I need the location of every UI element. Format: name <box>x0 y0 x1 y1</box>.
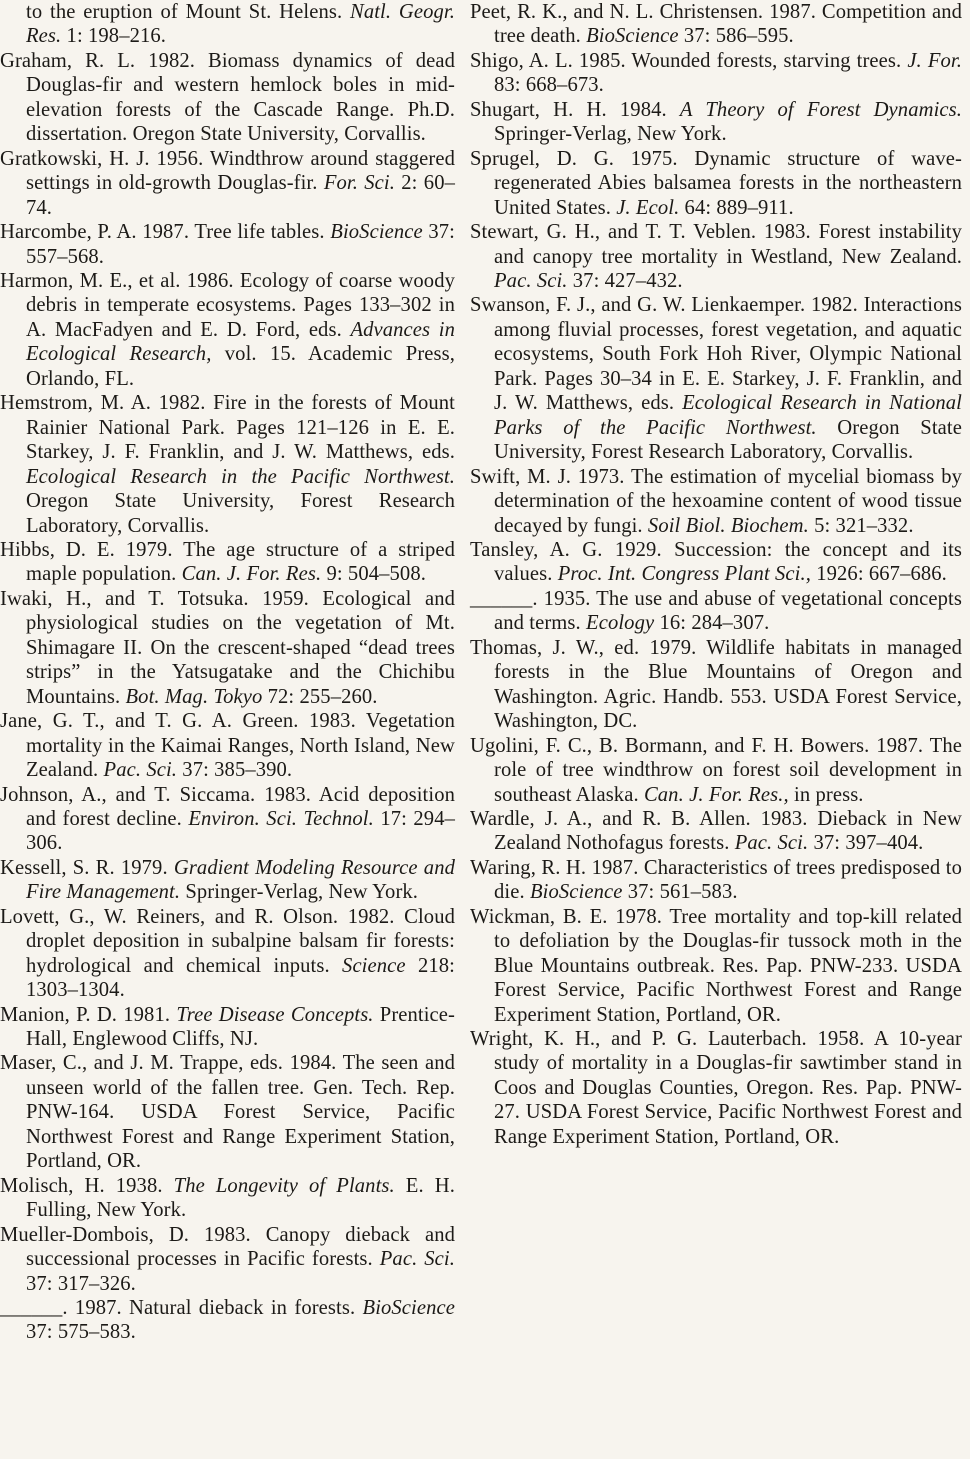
reference-entry <box>470 147 962 220</box>
reference-italic-text: The Longevity of Plants. <box>173 1174 395 1197</box>
reference-italic-text: Soil Biol. Biochem. <box>647 514 809 537</box>
references-right-column <box>470 0 962 1149</box>
reference-entry <box>0 1051 455 1173</box>
reference-italic-text: J. Ecol. <box>616 196 680 219</box>
reference-text: 64: 889–911. <box>679 196 794 219</box>
reference-text: Hemstrom, M. A. 1982. Fire in the forests of Mount Rainier National Park. Pages 121–126 in E. E. Starkey, J. F. Franklin, and J. W. Matthews, eds. <box>0 392 455 464</box>
reference-text: Kessell, S. R. 1979. <box>0 856 174 879</box>
reference-entry <box>470 538 962 587</box>
reference-italic-text: Tree Disease Concepts. <box>176 1003 374 1026</box>
reference-text: 37: 385–390. <box>177 759 293 782</box>
reference-italic-text: Environ. Sci. Technol. <box>188 807 374 830</box>
reference-text: Sprugel, D. G. 1975. Dynamic structure of wave-regenerated Abies balsamea forests in the northeastern United States. <box>470 147 962 219</box>
reference-italic-text: J. For. <box>907 49 962 72</box>
reference-entry <box>470 98 962 147</box>
reference-text: Harcombe, P. A. 1987. Tree life tables. <box>0 221 331 244</box>
reference-italic-text: Can. J. For. Res., <box>643 783 789 806</box>
reference-text: Oregon State University, Forest Research Laboratory, Corvallis. <box>494 416 962 464</box>
reference-italic-text: BioScience <box>362 1297 455 1320</box>
reference-text: Peet, R. K., and N. L. Christensen. 1987. Competition and tree death. <box>470 1 962 48</box>
reference-text: 83: 668–673. <box>494 74 604 97</box>
reference-text: Wright, K. H., and P. G. Lauterbach. 1958. A 10-year study of mortality in a Douglas-fir sawtimber stand in Coos and Douglas Counties, Oregon. Res. Pap. PNW-27. USDA Forest Service, Pacific Northwest Forest and Range Experiment Station, Portland, OR. <box>470 1028 962 1148</box>
reference-text: Oregon State University, Forest Research Laboratory, Corvallis. <box>26 490 455 537</box>
reference-entry <box>470 587 962 636</box>
reference-entry <box>0 269 455 391</box>
reference-text: to the eruption of Mount St. Helens. <box>26 1 350 23</box>
reference-italic-text: BioScience <box>330 221 423 244</box>
reference-text: in press. <box>788 783 864 806</box>
reference-italic-text: Can. J. For. Res. <box>181 563 322 586</box>
reference-entry <box>470 0 962 49</box>
reference-entry <box>0 1223 455 1296</box>
reference-italic-text: Pac. Sci. <box>103 759 178 782</box>
reference-text: Springer-Verlag, New York. <box>180 881 419 904</box>
reference-text: Maser, C., and J. M. Trappe, eds. 1984. The seen and unseen world of the fallen tree. Gen. Tech. Rep. PNW-164. USDA Forest Service, Pacific Northwest Forest and Range Experiment Station, Portland, OR. <box>0 1052 455 1173</box>
reference-text: Lovett, G., W. Reiners, and R. Olson. 1982. Cloud droplet deposition in subalpine balsam fir forests: hydrological and chemical inputs. <box>0 905 455 977</box>
reference-text: 37: 427–432. <box>567 269 683 292</box>
reference-text: 37: 586–595. <box>678 25 794 48</box>
reference-text: 2: 60–74. <box>26 172 455 219</box>
reference-entry <box>470 49 962 98</box>
reference-entry <box>470 905 962 1027</box>
reference-entry <box>470 856 962 905</box>
reference-text: Wardle, J. A., and R. B. Allen. 1983. Dieback in New Zealand Nothofagus forests. <box>470 807 962 855</box>
reference-entry <box>0 1003 455 1052</box>
reference-text: Molisch, H. 1938. <box>0 1174 174 1197</box>
reference-text: Thomas, J. W., ed. 1979. Wildlife habitats in managed forests in the Blue Mountains of Oregon and Washington. Agric. Handb. 553. USDA Forest Service, Washington, DC. <box>470 636 962 733</box>
reference-text: Prentice-Hall, Englewood Cliffs, NJ. <box>26 1003 455 1051</box>
reference-italic-text: Natl. Geogr. Res. <box>26 1 455 48</box>
reference-text: Mueller-Dombois, D. 1983. Canopy dieback and successional processes in Pacific forests. <box>0 1223 455 1271</box>
reference-text: 218: 1303–1304. <box>26 954 455 1002</box>
reference-text: Wickman, B. E. 1978. Tree mortality and top-kill related to defoliation by the Douglas-fir tussock moth in the Blue Mountains outbreak. Res. Pap. PNW-233. USDA Forest Service, Pacific Northwest Forest and Range Experiment Station, Portland, OR. <box>470 905 962 1026</box>
reference-entry <box>0 147 455 220</box>
reference-text: 1: 198–216. <box>61 25 167 48</box>
reference-entry <box>0 709 455 782</box>
reference-text: Springer-Verlag, New York. <box>494 123 727 146</box>
reference-text: 37: 561–583. <box>622 881 738 904</box>
reference-italic-text: Gradient Modeling Resource and Fire Management. <box>26 856 455 904</box>
reference-text: Hibbs, D. E. 1979. The age structure of a striped maple population. <box>0 538 455 586</box>
references-left-column <box>0 0 455 1345</box>
reference-text: 37: 575–583. <box>26 1321 136 1344</box>
reference-entry <box>470 636 962 734</box>
reference-italic-text: For. Sci. <box>323 172 395 195</box>
reference-text: ______. 1987. Natural dieback in forests. <box>0 1297 363 1320</box>
reference-text: 72: 255–260. <box>262 685 378 708</box>
reference-text: Swanson, F. J., and G. W. Lienkaemper. 1982. Interactions among fluvial processes, forest vegetation, and aquatic ecosystems, South Fork Hoh River, Olympic National Park. Pages 30–34 in E. E. Starkey, J. F. Franklin, and J. W. Matthews, eds. <box>470 294 962 415</box>
reference-text: Shugart, H. H. 1984. <box>470 98 680 121</box>
reference-entry <box>0 783 455 856</box>
reference-italic-text: Pac. Sci. <box>379 1248 455 1271</box>
reference-text: 9: 504–508. <box>321 563 426 586</box>
reference-entry <box>470 807 962 856</box>
reference-entry <box>0 1296 455 1345</box>
reference-entry <box>470 293 962 464</box>
reference-italic-text: Science <box>342 954 406 977</box>
reference-text: Jane, G. T., and T. G. A. Green. 1983. Vegetation mortality in the Kaimai Ranges, North Island, New Zealand. <box>0 710 455 782</box>
reference-text: ______. 1935. The use and abuse of vegetational concepts and terms. <box>470 587 962 635</box>
reference-text: 17: 294–306. <box>26 807 455 855</box>
reference-entry <box>0 538 455 587</box>
reference-entry <box>0 0 455 49</box>
reference-entry <box>470 220 962 293</box>
reference-text: Swift, M. J. 1973. The estimation of mycelial biomass by determination of the hexoamine content of wood tissue decayed by fungi. <box>470 465 962 537</box>
reference-italic-text: Pac. Sci. <box>734 832 809 855</box>
reference-italic-text: Ecological Research in the Pacific Northwest. <box>26 465 455 488</box>
reference-italic-text: Ecological Research in National Parks of the Pacific Northwest. <box>494 392 962 439</box>
reference-italic-text: Proc. Int. Congress Plant Sci., <box>557 563 811 586</box>
reference-text: Stewart, G. H., and T. T. Veblen. 1983. Forest instability and canopy tree mortality in Westland, New Zealand. <box>470 221 962 268</box>
reference-text: Gratkowski, H. J. 1956. Windthrow around staggered settings in old-growth Douglas-fir. <box>0 147 455 195</box>
reference-entry <box>0 587 455 709</box>
reference-text: Manion, P. D. 1981. <box>0 1003 177 1026</box>
reference-text: Johnson, A., and T. Siccama. 1983. Acid deposition and forest decline. <box>0 783 455 830</box>
reference-text: 1926: 667–686. <box>810 563 947 586</box>
reference-entry <box>470 1027 962 1149</box>
reference-text: Waring, R. H. 1987. Characteristics of trees predisposed to die. <box>470 856 962 904</box>
reference-text: 37: 557–568. <box>26 221 455 268</box>
reference-text: Iwaki, H., and T. Totsuka. 1959. Ecological and physiological studies on the vegetation of Mt. Shimagare II. On the crescent-shaped “dead trees strips” in the Yatsugatake and the Chichibu Mountains. <box>0 587 455 708</box>
reference-text: Shigo, A. L. 1985. Wounded forests, starving trees. <box>470 49 908 72</box>
reference-italic-text: Ecology <box>586 612 655 635</box>
reference-italic-text: Advances in Ecological Research, <box>26 318 455 366</box>
reference-entry <box>0 1174 455 1223</box>
reference-italic-text: BioScience <box>529 881 623 904</box>
reference-italic-text: A Theory of Forest Dynamics. <box>679 98 962 121</box>
reference-italic-text: BioScience <box>586 25 679 48</box>
reference-text: 5: 321–332. <box>808 514 914 537</box>
reference-italic-text: Bot. Mag. Tokyo <box>125 685 263 708</box>
reference-text: Graham, R. L. 1982. Biomass dynamics of dead Douglas-fir and western hemlock boles in mid-elevation forests of the Cascade Range. Ph.D. dissertation. Oregon State University, Corvallis. <box>0 49 455 146</box>
reference-italic-text: Pac. Sci. <box>494 269 568 292</box>
reference-text: vol. 15. Academic Press, Orlando, FL. <box>26 343 456 390</box>
reference-text: Tansley, A. G. 1929. Succession: the concept and its values. <box>470 538 962 586</box>
reference-text: 16: 284–307. <box>654 612 770 635</box>
reference-text: 37: 317–326. <box>26 1272 136 1295</box>
reference-text: 37: 397–404. <box>808 832 924 855</box>
reference-text: Ugolini, F. C., B. Bormann, and F. H. Bowers. 1987. The role of tree windthrow on forest soil development in southeast Alaska. <box>470 734 962 806</box>
reference-entry <box>0 391 455 538</box>
reference-text: E. H. Fulling, New York. <box>26 1174 455 1222</box>
reference-text: Harmon, M. E., et al. 1986. Ecology of coarse woody debris in temperate ecosystems. Pages 133–302 in A. MacFadyen and E. D. Ford, eds. <box>0 269 455 341</box>
reference-entry <box>0 905 455 1003</box>
reference-entry <box>470 734 962 807</box>
reference-entry <box>0 856 455 905</box>
reference-entry <box>0 220 455 269</box>
reference-entry <box>470 465 962 538</box>
reference-entry <box>0 49 455 147</box>
